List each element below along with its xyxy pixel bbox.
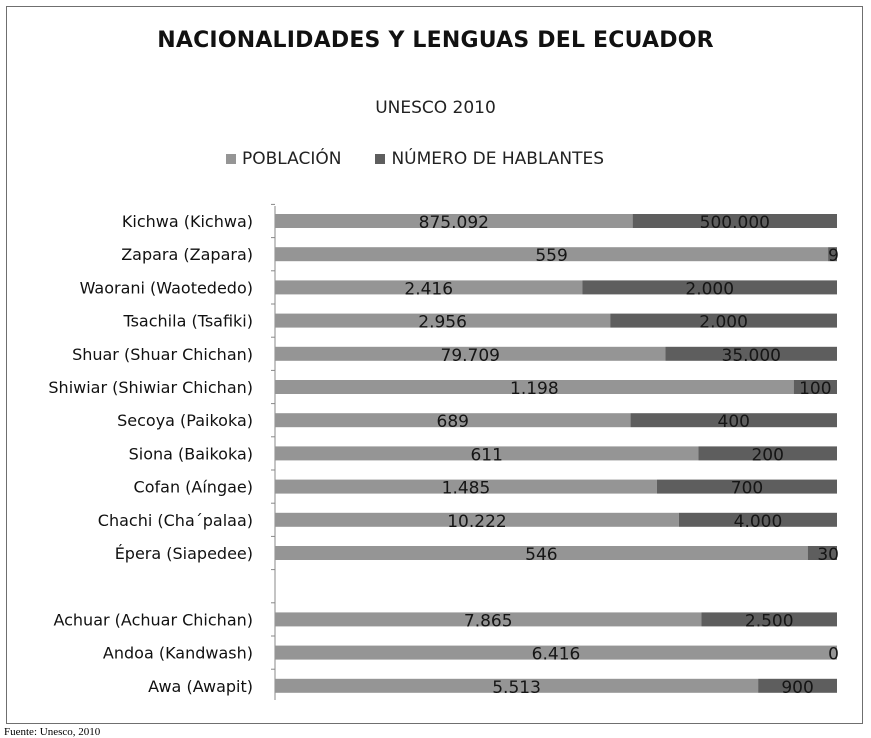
category-label-kichwa: Kichwa (Kichwa) bbox=[121, 212, 253, 231]
category-label-awa: Awa (Awapit) bbox=[148, 676, 253, 696]
data-label-hablantes-kichwa: 500.000 bbox=[699, 213, 770, 233]
data-label-poblacion-achuar: 7.865 bbox=[463, 611, 513, 632]
data-label-poblacion-chachi: 10.222 bbox=[447, 511, 507, 532]
data-label-poblacion-shuar: 79.709 bbox=[440, 345, 501, 366]
legend-label-hablantes: NÚMERO DE HABLANTES bbox=[391, 149, 605, 169]
data-label-hablantes-tsachila: 2.000 bbox=[699, 312, 748, 333]
category-label-zapara: Zapara (Zapara) bbox=[121, 245, 253, 265]
data-label-hablantes-waorani: 2.000 bbox=[685, 279, 735, 300]
category-label-waorani: Waorani (Waotededo) bbox=[79, 278, 253, 298]
source-note: Fuente: Unesco, 2010 bbox=[4, 726, 101, 738]
data-label-poblacion-kichwa: 875.092 bbox=[418, 213, 489, 233]
data-label-poblacion-awa: 5.513 bbox=[492, 677, 541, 698]
data-label-poblacion-waorani: 2.416 bbox=[404, 279, 454, 300]
data-label-poblacion-pera: 546 bbox=[525, 545, 558, 565]
data-label-hablantes-cofan: 700 bbox=[730, 478, 764, 499]
data-label-poblacion-andoa: 6.416 bbox=[531, 644, 581, 665]
data-label-hablantes-achuar: 2.500 bbox=[744, 611, 794, 632]
category-label-shuar: Shuar (Shuar Chichan) bbox=[72, 344, 253, 364]
category-label-chachi: Chachi (Cha´palaa) bbox=[97, 510, 253, 530]
category-label-cofan: Cofan (Aíngae) bbox=[133, 477, 253, 497]
data-label-poblacion-siona: 611 bbox=[470, 445, 503, 466]
data-label-hablantes-pera: 30 bbox=[817, 545, 839, 565]
category-label-secoya: Secoya (Paikoka) bbox=[117, 411, 253, 431]
data-label-hablantes-zapara: 9 bbox=[828, 246, 839, 267]
data-label-hablantes-siona: 200 bbox=[751, 445, 784, 466]
data-label-poblacion-zapara: 559 bbox=[535, 246, 568, 267]
data-label-poblacion-shiwiar: 1.198 bbox=[510, 379, 559, 399]
chart-subtitle: UNESCO 2010 bbox=[375, 98, 496, 118]
category-label-tsachila: Tsachila (Tsafiki) bbox=[123, 311, 253, 331]
data-label-hablantes-shuar: 35.000 bbox=[721, 345, 782, 366]
data-label-hablantes-andoa: 0 bbox=[828, 644, 839, 665]
data-label-poblacion-cofan: 1.485 bbox=[441, 478, 491, 499]
data-label-poblacion-tsachila: 2.956 bbox=[418, 312, 467, 333]
category-label-siona: Siona (Baikoka) bbox=[128, 444, 253, 464]
legend-label-poblacion: POBLACIÓN bbox=[242, 149, 342, 169]
data-label-poblacion-secoya: 689 bbox=[436, 412, 470, 433]
category-label-shiwiar: Shiwiar (Shiwiar Chichan) bbox=[48, 378, 253, 397]
category-label-andoa: Andoa (Kandwash) bbox=[102, 643, 253, 663]
chart-title: NACIONALIDADES Y LENGUAS DEL ECUADOR bbox=[157, 28, 714, 53]
data-label-hablantes-shiwiar: 100 bbox=[799, 379, 832, 399]
data-label-hablantes-awa: 900 bbox=[781, 677, 814, 698]
data-label-hablantes-chachi: 4.000 bbox=[733, 511, 783, 532]
category-label-achuar: Achuar (Achuar Chichan) bbox=[53, 610, 253, 630]
category-label-pera: Épera (Siapedee) bbox=[114, 544, 253, 563]
data-label-hablantes-secoya: 400 bbox=[717, 412, 751, 433]
